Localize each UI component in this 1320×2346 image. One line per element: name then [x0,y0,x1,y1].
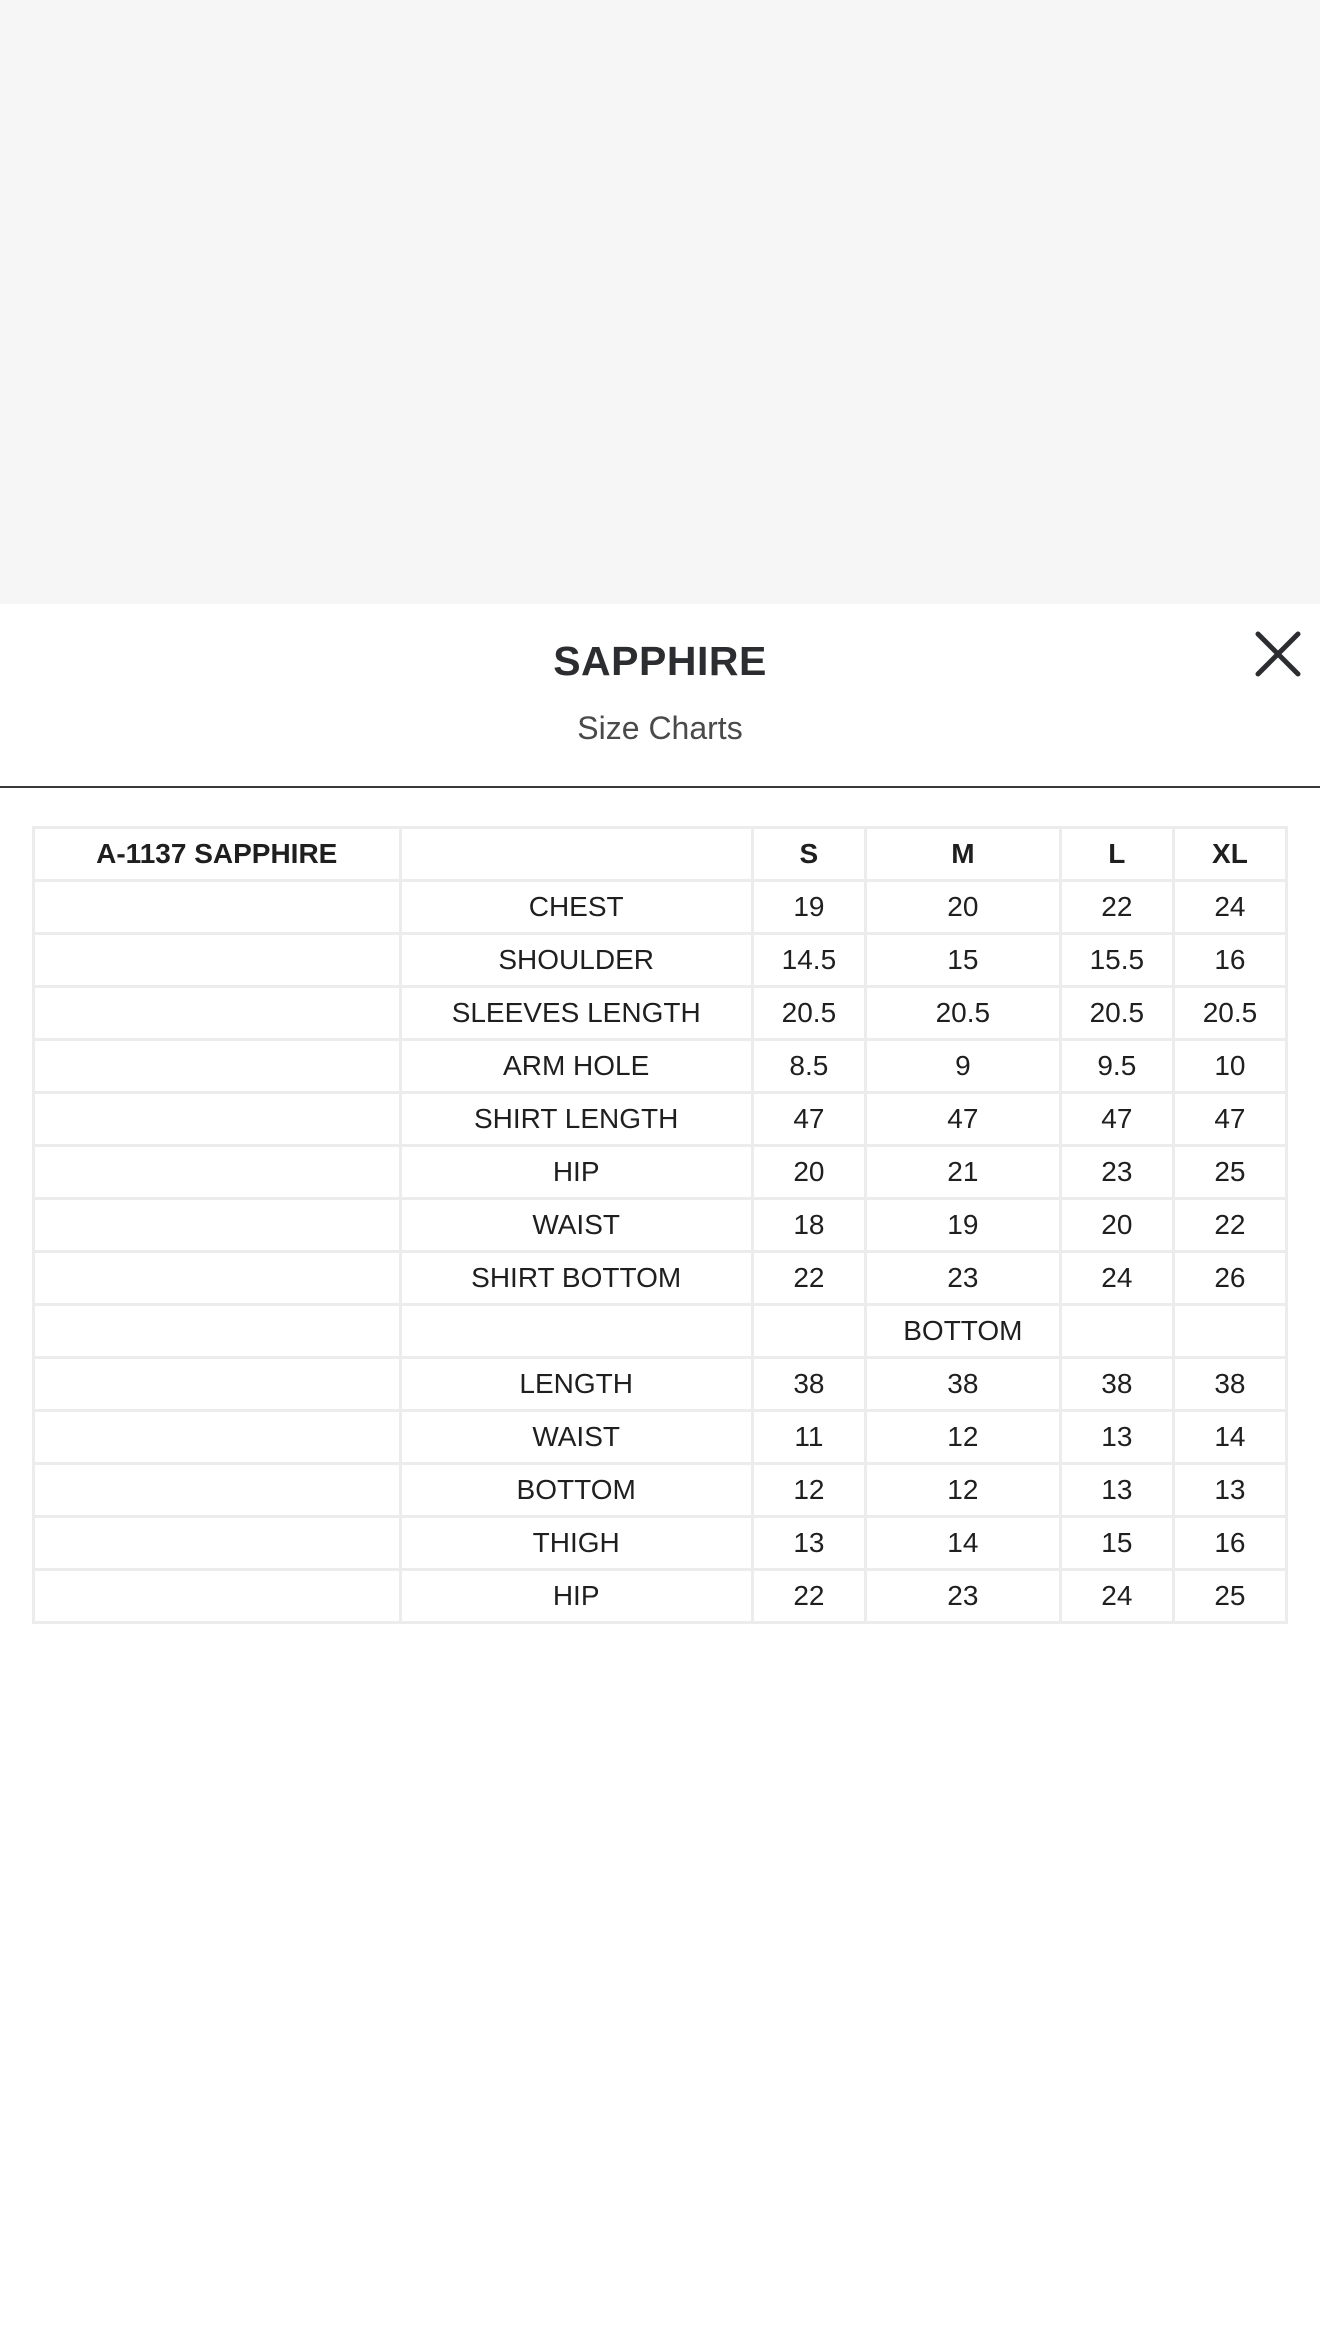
empty-cell [34,1093,401,1146]
size-xl-value: 10 [1173,1040,1286,1093]
empty-cell [34,881,401,934]
modal-subtitle: Size Charts [577,710,743,746]
size-xl-value: 25 [1173,1146,1286,1199]
size-m-value: 20 [865,881,1060,934]
table-row [34,1093,1287,1146]
empty-cell [34,1305,401,1358]
size-chart-modal [0,604,1320,2346]
empty-cell [34,1570,401,1623]
measurement-label: HIP [400,1146,752,1199]
size-s-value: 20.5 [752,987,865,1040]
empty-cell [34,1199,401,1252]
modal-title: SAPPHIRE [553,638,767,684]
close-icon [1250,626,1306,682]
measurement-label: BOTTOM [400,1464,752,1517]
table-row [34,1570,1287,1623]
size-chart-table [32,826,1288,1624]
size-l-value: 15 [1060,1517,1173,1570]
size-l-header: L [1060,828,1173,881]
size-xl-value: 22 [1173,1199,1286,1252]
size-m-value: 12 [865,1464,1060,1517]
size-xl-value: 14 [1173,1411,1286,1464]
measurement-label: WAIST [400,1411,752,1464]
measurement-label: SLEEVES LENGTH [400,987,752,1040]
header-divider [0,786,1320,788]
empty-cell [34,987,401,1040]
size-xl-value [1173,1305,1286,1358]
size-l-value: 23 [1060,1146,1173,1199]
table-row [34,1199,1287,1252]
table-row [34,1040,1287,1093]
empty-cell [34,1358,401,1411]
table-row [34,1146,1287,1199]
size-s-value: 14.5 [752,934,865,987]
table-row [34,1305,1287,1358]
measurement-label: LENGTH [400,1358,752,1411]
size-s-value: 47 [752,1093,865,1146]
size-xl-value: 16 [1173,1517,1286,1570]
size-l-value: 13 [1060,1411,1173,1464]
empty-cell [34,1411,401,1464]
measurement-label: CHEST [400,881,752,934]
measurement-label: SHOULDER [400,934,752,987]
size-l-value [1060,1305,1173,1358]
size-l-value: 13 [1060,1464,1173,1517]
size-l-value: 24 [1060,1570,1173,1623]
size-s-value: 22 [752,1252,865,1305]
close-button[interactable] [1250,626,1306,682]
size-m-value: BOTTOM [865,1305,1060,1358]
size-s-value: 13 [752,1517,865,1570]
size-m-value: 23 [865,1570,1060,1623]
size-s-value: 20 [752,1146,865,1199]
empty-cell [34,1252,401,1305]
measurement-label: HIP [400,1570,752,1623]
size-l-value: 24 [1060,1252,1173,1305]
table-row [34,1358,1287,1411]
measurement-label [400,1305,752,1358]
size-xl-value: 16 [1173,934,1286,987]
size-s-value: 18 [752,1199,865,1252]
empty-cell [34,934,401,987]
size-l-value: 15.5 [1060,934,1173,987]
size-m-header: M [865,828,1060,881]
size-xl-value: 38 [1173,1358,1286,1411]
size-l-value: 47 [1060,1093,1173,1146]
size-xl-value: 26 [1173,1252,1286,1305]
table-row [34,987,1287,1040]
size-l-value: 20 [1060,1199,1173,1252]
size-xl-value: 25 [1173,1570,1286,1623]
table-row [34,1411,1287,1464]
size-xl-header: XL [1173,828,1286,881]
size-s-header: S [752,828,865,881]
empty-cell [34,1464,401,1517]
size-l-value: 9.5 [1060,1040,1173,1093]
size-s-value: 38 [752,1358,865,1411]
size-l-value: 22 [1060,881,1173,934]
modal-backdrop[interactable] [0,0,1320,604]
empty-cell [34,1146,401,1199]
size-xl-value: 24 [1173,881,1286,934]
size-l-value: 38 [1060,1358,1173,1411]
measurement-label: ARM HOLE [400,1040,752,1093]
size-m-value: 38 [865,1358,1060,1411]
size-m-value: 19 [865,1199,1060,1252]
table-row [34,1252,1287,1305]
size-xl-value: 13 [1173,1464,1286,1517]
size-m-value: 21 [865,1146,1060,1199]
size-s-value: 8.5 [752,1040,865,1093]
size-m-value: 14 [865,1517,1060,1570]
size-l-value: 20.5 [1060,987,1173,1040]
size-m-value: 20.5 [865,987,1060,1040]
table-header-row [34,828,1287,881]
table-row [34,1464,1287,1517]
size-xl-value: 20.5 [1173,987,1286,1040]
empty-cell [34,1517,401,1570]
table-row [34,1517,1287,1570]
size-m-value: 15 [865,934,1060,987]
measurement-label: SHIRT LENGTH [400,1093,752,1146]
size-m-value: 12 [865,1411,1060,1464]
table-row [34,881,1287,934]
table-row [34,934,1287,987]
empty-cell [34,1040,401,1093]
size-s-value [752,1305,865,1358]
measurement-header [400,828,752,881]
size-s-value: 12 [752,1464,865,1517]
size-m-value: 9 [865,1040,1060,1093]
size-s-value: 11 [752,1411,865,1464]
size-m-value: 47 [865,1093,1060,1146]
measurement-label: SHIRT BOTTOM [400,1252,752,1305]
size-m-value: 23 [865,1252,1060,1305]
product-code-header: A-1137 SAPPHIRE [34,828,401,881]
measurement-label: WAIST [400,1199,752,1252]
measurement-label: THIGH [400,1517,752,1570]
size-s-value: 19 [752,881,865,934]
size-s-value: 22 [752,1570,865,1623]
size-xl-value: 47 [1173,1093,1286,1146]
